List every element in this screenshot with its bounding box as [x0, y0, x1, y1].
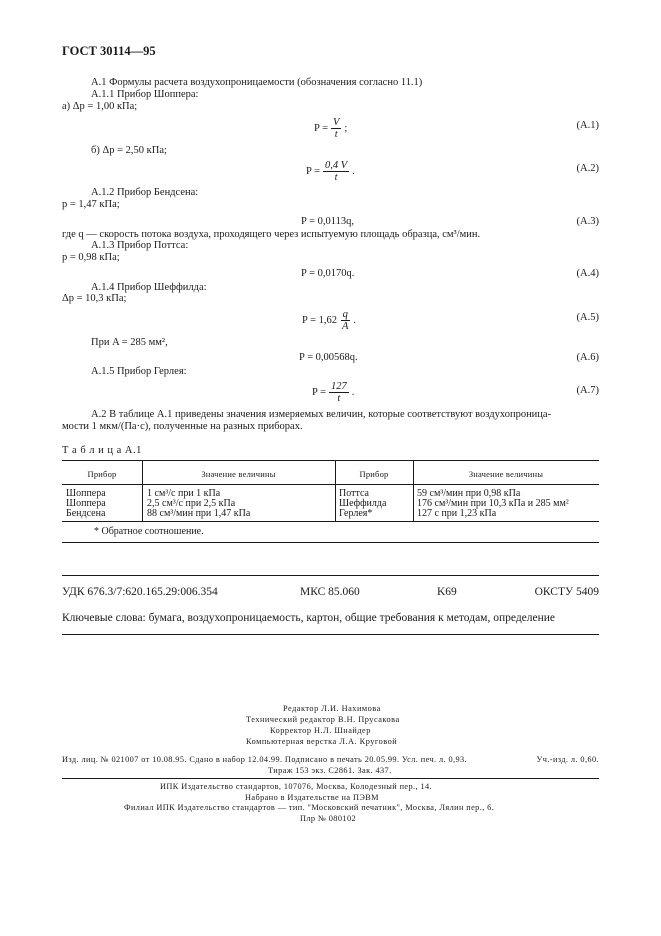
- table-cell-value: 2,5 см³/с при 2,5 кПа: [147, 498, 236, 509]
- table-cell-device: Герлея*: [339, 508, 373, 519]
- equation-a2: [306, 160, 355, 183]
- eq2-label: (А.2): [576, 163, 599, 174]
- credit-tech-editor: Технический редактор В.Н. Прусакова: [246, 715, 400, 724]
- eq7-numerator: 127: [331, 381, 347, 392]
- sheffield-area-note: При A = 285 мм²,: [91, 337, 168, 348]
- eq6: P = 0,00568q.: [299, 352, 358, 363]
- imprint-line6: Плр № 080102: [300, 814, 357, 823]
- eq7-denominator: t: [337, 393, 341, 404]
- eq1-tail: ;: [344, 123, 348, 134]
- eq4-label: (А.4): [576, 268, 599, 279]
- table-cell-value: 176 см³/мин при 10,3 кПа и 285 мм²: [417, 498, 569, 509]
- header-device-1: Прибор: [87, 469, 117, 479]
- eq3: P = 0,0113q,: [301, 216, 354, 227]
- imprint-line3: ИПК Издательство стандартов, 107076, Москва, Колодезный пер., 14.: [160, 782, 433, 791]
- mks-code: МКС 85.060: [300, 586, 360, 598]
- k-code: K69: [437, 586, 457, 598]
- header-value-1: Значение величины: [201, 469, 276, 479]
- table-cell-device: Поттса: [339, 488, 369, 499]
- eq5-tail: .: [353, 315, 357, 326]
- bendtsen-pressure: p = 1,47 кПа;: [62, 199, 120, 210]
- keywords: Ключевые слова: бумага, воздухопроницаемость, картон, общие требования к методам, определение: [62, 612, 556, 624]
- eq1-numerator: V: [333, 117, 340, 128]
- section-a1-title: А.1 Формулы расчета воздухопроницаемости (обозначения согласно 11.1): [91, 77, 423, 88]
- eq5-numerator: q: [342, 309, 348, 320]
- imprint-line4: Набрано в Издательстве на ПЭВМ: [245, 793, 379, 802]
- equation-a7: [312, 381, 354, 404]
- eq2-numerator: 0,4 V: [325, 160, 348, 171]
- eq1-denominator: t: [334, 129, 338, 140]
- table-cell-value: 59 см³/мин при 0,98 кПа: [417, 488, 521, 499]
- table-cell-device: Шоппера: [66, 498, 106, 509]
- equation-a1: [314, 117, 347, 140]
- table-cell-value: 127 с при 1,23 кПа: [417, 508, 497, 519]
- okstu-code: ОКСТУ 5409: [534, 586, 599, 598]
- credit-proofreader: Корректор Н.Л. Шнайдер: [270, 726, 371, 735]
- eq7-tail: .: [351, 387, 355, 398]
- eq5-label: (А.5): [576, 312, 599, 323]
- eq5-lhs: P = 1,62: [302, 315, 337, 326]
- equation-a5: [302, 309, 356, 332]
- eq7-label: (А.7): [576, 385, 599, 396]
- eq4: P = 0,0170q.: [301, 268, 355, 279]
- eq1-label: (А.1): [576, 120, 599, 131]
- udk-code: УДК 676.3/7:620.165.29:006.354: [62, 586, 218, 598]
- imprint-divider: [62, 778, 599, 779]
- sheffield-heading: А.1.4 Прибор Шеффилда:: [91, 282, 207, 293]
- table-caption: Т а б л и ц а А.1: [62, 445, 142, 456]
- page-header: ГОСТ 30114—95: [62, 44, 156, 58]
- gurley-heading: А.1.5 Прибор Герлея:: [91, 366, 187, 377]
- eq2-tail: .: [352, 166, 355, 177]
- divider-bottom: [62, 634, 599, 635]
- a2-line2: мости 1 мкм/(Па·с), полученные на разных приборах.: [62, 421, 303, 432]
- table-footnote: * Обратное соотношение.: [94, 526, 204, 537]
- table-footnote-divider: [62, 521, 599, 522]
- imprint-line1-right: Уч.-изд. л. 0,60.: [536, 755, 599, 764]
- eq5-denominator: A: [342, 321, 349, 332]
- table-cell-value: 1 см³/с при 1 кПа: [147, 488, 221, 499]
- potts-pressure: p = 0,98 кПа;: [62, 252, 120, 263]
- imprint-line2: Тираж 153 экз. С2861. Зак. 437.: [268, 766, 392, 775]
- header-value-2: Значение величины: [468, 469, 544, 479]
- shopper-heading: А.1.1 Прибор Шоппера:: [91, 89, 199, 100]
- bendtsen-heading: А.1.2 Прибор Бендсена:: [91, 187, 199, 198]
- eq1-lhs: P =: [314, 123, 328, 134]
- eq6-label: (А.6): [576, 352, 599, 363]
- divider-top: [62, 575, 599, 576]
- credit-layout: Компьютерная верстка Л.А. Круговой: [246, 737, 398, 746]
- shopper-case-b: б) Δp = 2,50 кПа;: [91, 145, 167, 156]
- bendtsen-where: где q — скорость потока воздуха, проходящего через испытуемую площадь образца, см³/мин.: [62, 229, 481, 240]
- eq3-label: (А.3): [576, 216, 599, 227]
- potts-heading: А.1.3 Прибор Поттса:: [91, 240, 189, 251]
- sheffield-pressure: Δp = 10,3 кПа;: [62, 293, 127, 304]
- imprint-line5: Филиал ИПК Издательство стандартов — тип. "Московский печатник", Москва, Лялин пер., 6.: [124, 803, 495, 812]
- table-cell-device: Шоппера: [66, 488, 106, 499]
- eq2-lhs: P =: [306, 166, 320, 177]
- table-cell-device: Шеффилда: [339, 498, 387, 509]
- a2-line1: А.2 В таблице А.1 приведены значения измеряемых величин, которые соответствуют воздухопроница-: [91, 409, 552, 420]
- shopper-case-a: а) Δp = 1,00 кПа;: [62, 101, 138, 112]
- credit-editor: Редактор Л.И. Нахимова: [283, 704, 381, 713]
- table-a1: [62, 460, 599, 543]
- eq7-lhs: P =: [312, 387, 326, 398]
- table-cell-value: 88 см³/мин при 1,47 кПа: [147, 508, 251, 519]
- eq2-denominator: t: [334, 172, 338, 183]
- table-cell-device: Бендсена: [66, 508, 106, 519]
- imprint-line1: Изд. лиц. № 021007 от 10.08.95. Сдано в набор 12.04.99. Подписано в печать 20.05.99. Усл. печ. л. 0,93.: [62, 755, 468, 764]
- header-device-2: Прибор: [359, 469, 389, 479]
